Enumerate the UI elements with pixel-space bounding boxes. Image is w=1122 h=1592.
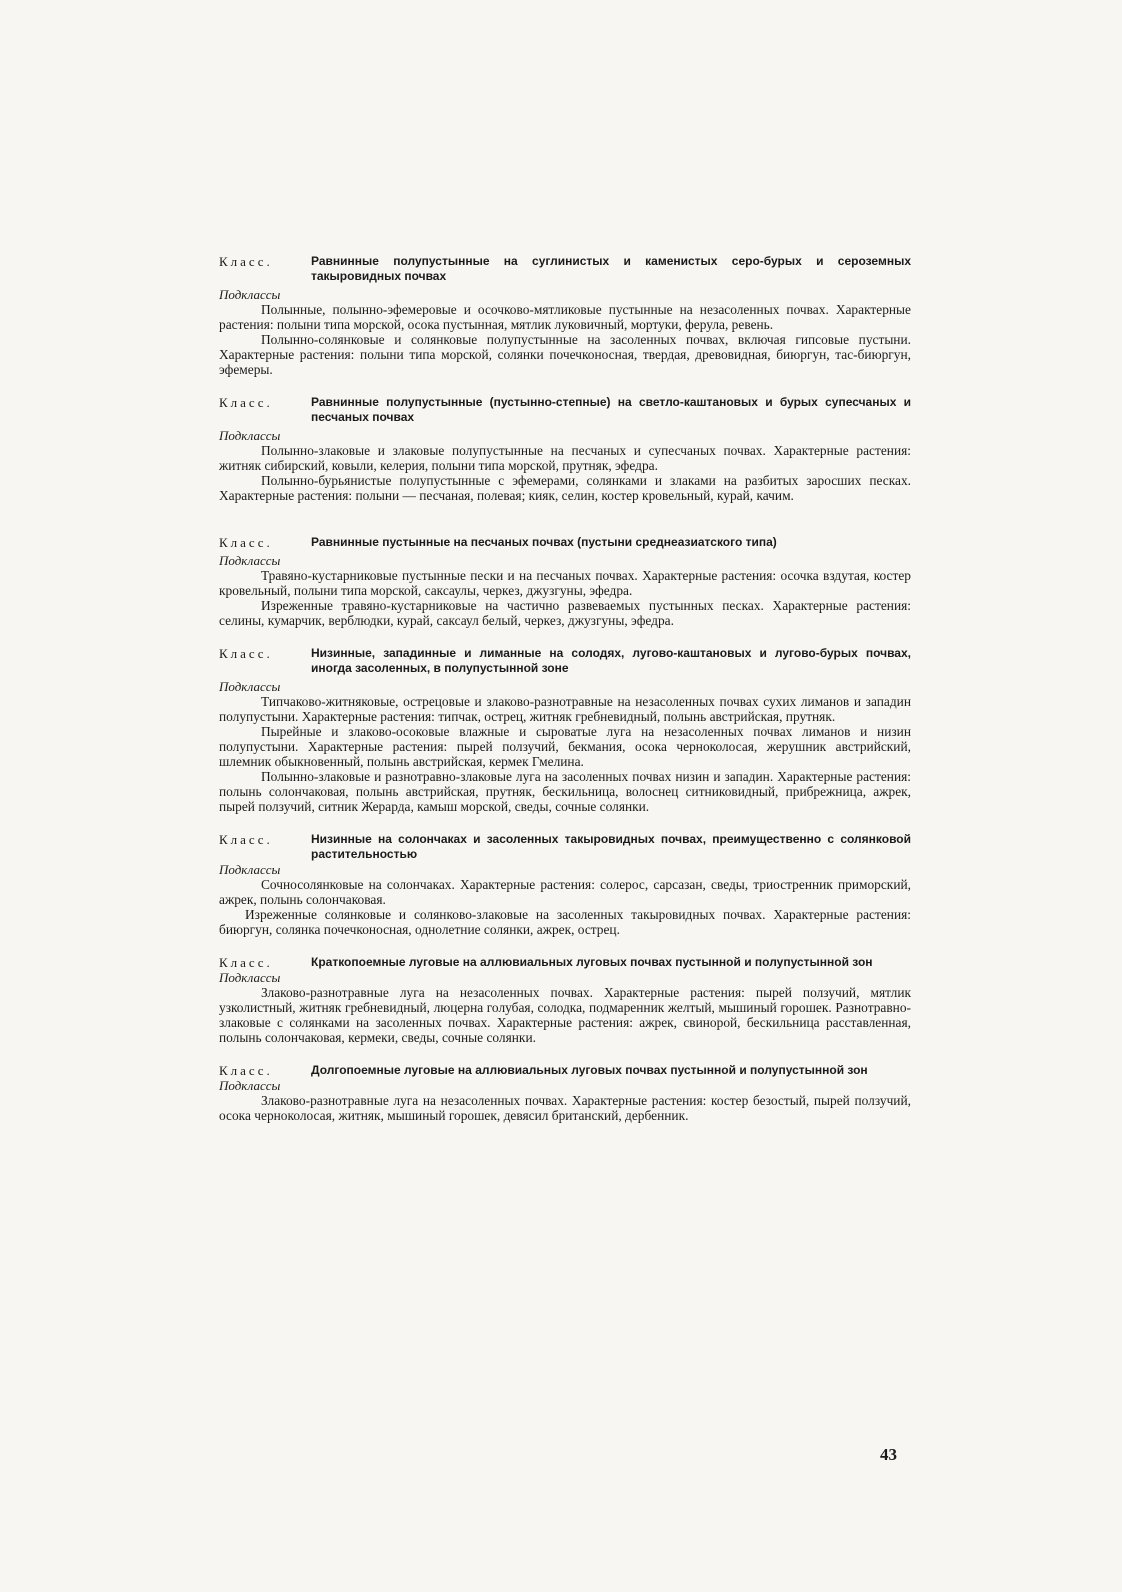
subclass-paragraph: Злаково-разнотравные луга на незасоленных почвах. Характерные растения: пырей ползучий, мятлик узколистный, житняк гребневидный, люцерна голубая, солодка, подмаренник желтый, мышиный горошек. Разнотравно-злаковые с солянками на засоленных почвах. Характерные растения: ажрек, свинорой, бескильница расставленная, полынь солончаковая, кермеки, сведы, сочные солянки. (219, 985, 911, 1045)
class-label: Класс. (219, 832, 273, 847)
subclass-paragraph: Пырейные и злаково-осоковые влажные и сыроватые луга на незасоленных почвах лиманов и низин полупустыни. Характерные растения: пырей ползучий, бекмания, осока черноколосая, жерушник австрийский, шлемник обыкновенный, полынь австрийская, кермек Гмелина. (219, 724, 911, 769)
class-section (219, 955, 911, 1045)
subclass-paragraph: Полынно-бурьянистые полупустынные с эфемерами, солянками и злаками на разбитых заросших песках. Характерные растения: полыни — песчаная, полевая; кияк, селин, костер кровельный, курай, качим. (219, 473, 911, 503)
class-title: Равнинные полупустынные (пустынно-степные) на светло-каштановых и бурых супесчаных и песчаных почвах (311, 395, 911, 424)
subclass-paragraph: Типчаково-житняковые, острецовые и злаково-разнотравные на незасоленных почвах сухих лиманов и западин полупустыни. Характерные растения: типчак, острец, житняк гребневидный, полынь австрийская, прутняк. (219, 694, 911, 724)
subclass-paragraph: Полынно-злаковые и злаковые полупустынные на песчаных и супесчаных почвах. Характерные растения: житняк сибирский, ковыли, келерия, полыни типа морской, прутняк, эфедра. (219, 443, 911, 473)
class-section (219, 254, 911, 377)
class-heading (219, 646, 911, 676)
class-title: Низинные, западинные и лиманные на солодях, лугово-каштановых и лугово-бурых почвах, иногда засоленных, в полупустынной зоне (311, 646, 911, 675)
subclass-paragraph: Травяно-кустарниковые пустынные пески и на песчаных почвах. Характерные растения: осочка вздутая, костер кровельный, полыни типа морской, саксаулы, черкез, джузгуны, эфедра. (219, 568, 911, 598)
subclass-paragraph: Изреженные травяно-кустарниковые на частично развеваемых пустынных песках. Характерные растения: селины, кумарчик, верблюдки, курай, саксаул белый, черкез, джузгуны, эфедра. (219, 598, 911, 628)
class-section (219, 646, 911, 814)
class-section (219, 832, 911, 937)
class-section (219, 1063, 911, 1123)
class-label: Класс. (219, 955, 273, 970)
subclass-paragraph: Злаково-разнотравные луга на незасоленных почвах. Характерные растения: костер безостый, пырей ползучий, осока черноколосая, житняк, мышиный горошек, девясил британский, дербенник. (219, 1093, 911, 1123)
subclasses-label: Подклассы (219, 553, 281, 568)
class-heading (219, 955, 911, 970)
subclasses-label: Подклассы (219, 287, 281, 302)
class-section (219, 535, 911, 628)
class-label: Класс. (219, 646, 273, 661)
subclass-paragraph: Сочносолянковые на солончаках. Характерные растения: солерос, сарсазан, сведы, триостренник приморский, ажрек, полынь солончаковая. (219, 877, 911, 907)
subclasses-label: Подклассы (219, 970, 281, 985)
subclass-paragraph: Изреженные солянковые и солянково-злаковые на засоленных такыровидных почвах. Характерные растения: биюргун, солянка почечконосная, однолетние солянки, ажрек, острец. (219, 907, 911, 937)
class-title: Равнинные пустынные на песчаных почвах (пустыни среднеазиатского типа) (311, 535, 777, 549)
class-heading (219, 254, 911, 284)
class-heading (219, 1063, 911, 1078)
subclasses-label: Подклассы (219, 1078, 281, 1093)
class-section (219, 395, 911, 503)
class-label: Класс. (219, 1063, 273, 1078)
subclass-paragraph: Полынно-солянковые и солянковые полупустынные на засоленных почвах, включая гипсовые пустыни. Характерные растения: полыни типа морской, солянки почечконосная, твердая, древовидная, биюргун, тас-биюргун, эфемеры. (219, 332, 911, 377)
class-label: Класс. (219, 395, 273, 410)
class-label: Класс. (219, 535, 273, 550)
class-title: Долгопоемные луговые на аллювиальных луговых почвах пустынной и полупустынной зон (311, 1063, 868, 1077)
class-heading (219, 535, 911, 550)
class-heading (219, 395, 911, 425)
subclasses-label: Подклассы (219, 862, 281, 877)
subclass-paragraph: Полынные, полынно-эфемеровые и осочково-мятликовые пустынные на незасоленных почвах. Характерные растения: полыни типа морской, осока пустынная, мятлик луковичный, мортуки, ферула, ревень. (219, 302, 911, 332)
subclasses-label: Подклассы (219, 679, 281, 694)
subclass-paragraph: Полынно-злаковые и разнотравно-злаковые луга на засоленных почвах низин и западин. Характерные растения: полынь солончаковая, полынь австрийская, прутняк, бескильница, волоснец ситниковидный, прибрежница, ажрек, пырей ползучий, ситник Жерарда, камыш морской, сведы, сочные солянки. (219, 769, 911, 814)
class-title: Равнинные полупустынные на суглинистых и каменистых серо-бурых и сероземных такыровидных почвах (311, 254, 911, 283)
page-number: 43 (880, 1445, 897, 1464)
page-text (219, 254, 911, 1123)
class-title: Низинные на солончаках и засоленных такыровидных почвах, преимущественно с солянковой растительностью (311, 832, 911, 861)
subclasses-label: Подклассы (219, 428, 281, 443)
class-title: Краткопоемные луговые на аллювиальных луговых почвах пустынной и полупустынной зон (311, 955, 873, 969)
class-label: Класс. (219, 254, 273, 269)
class-heading (219, 832, 911, 862)
